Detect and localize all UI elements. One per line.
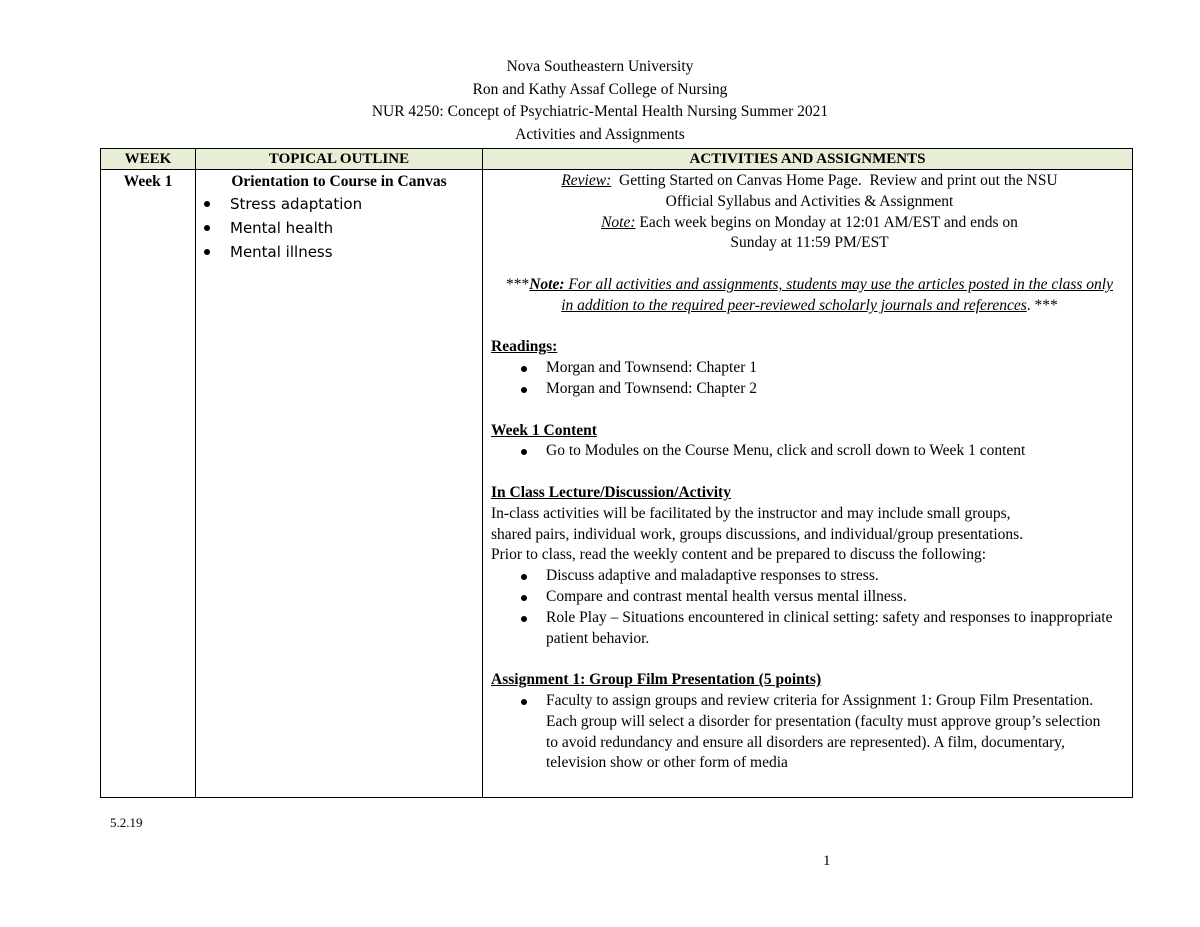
- header-activities: ACTIVITIES AND ASSIGNMENTS: [483, 149, 1133, 170]
- university-name: Nova Southeastern University: [506, 58, 694, 75]
- content-list: [491, 441, 1128, 462]
- important-note: [491, 275, 1128, 317]
- topic-cell: [196, 170, 483, 798]
- note-text-2: Sunday at 11:59 PM/EST: [730, 234, 889, 252]
- important-note-text: For all activities and assignments, students may use the articles posted in the class only in addition to the required peer-reviewed scholarly journals and references: [561, 275, 1113, 314]
- week-cell: Week 1: [101, 170, 196, 798]
- topic-list: [196, 192, 482, 264]
- list-item: Mental illness: [201, 240, 482, 264]
- review-label: Review:: [561, 172, 612, 189]
- note-block: [491, 213, 1128, 255]
- topic-title: Orientation to Course in Canvas: [231, 173, 447, 190]
- course-title: NUR 4250: Concept of Psychiatric-Mental Health Nursing Summer 2021: [371, 103, 829, 120]
- list-item: Morgan and Townsend: Chapter 1: [491, 358, 1128, 379]
- lecture-text-2: shared pairs, individual work, groups discussions, and individual/group presentations.: [491, 525, 1024, 543]
- list-item: Mental health: [201, 216, 482, 240]
- note-suffix: . ***: [1026, 296, 1058, 314]
- table-header-row: [101, 149, 1133, 170]
- header-topical-outline: TOPICAL OUTLINE: [196, 149, 483, 170]
- activities-cell: [483, 170, 1133, 798]
- header-week: WEEK: [101, 149, 196, 170]
- review-text-2: Official Syllabus and Activities & Assignment: [665, 192, 954, 210]
- list-item: Role Play – Situations encountered in clinical setting: safety and responses to inappropriate patient behavior.: [491, 608, 1128, 650]
- review-block: [491, 171, 1128, 213]
- readings-heading: Readings:: [491, 338, 558, 356]
- list-item: Discuss adaptive and maladaptive responses to stress.: [491, 566, 1128, 587]
- lecture-text-3: Prior to class, read the weekly content and be prepared to discuss the following:: [491, 546, 987, 564]
- document-header: [0, 56, 1200, 146]
- document-title: Activities and Assignments: [515, 125, 685, 143]
- list-item: Stress adaptation: [201, 192, 482, 216]
- page-number: 1: [823, 853, 831, 869]
- assignment-heading: Assignment 1: Group Film Presentation (5 points): [491, 671, 822, 689]
- version-label: 5.2.19: [110, 815, 143, 830]
- assignment-list: [491, 691, 1128, 774]
- college-name: Ron and Kathy Assaf College of Nursing: [472, 80, 728, 98]
- lecture-heading: In Class Lecture/Discussion/Activity: [491, 483, 731, 501]
- list-item: Compare and contrast mental health versus mental illness.: [491, 587, 1128, 608]
- lecture-list: [491, 566, 1128, 649]
- content-heading: Week 1 Content: [491, 421, 597, 439]
- readings-list: [491, 358, 1128, 400]
- note-label: Note:: [601, 213, 636, 231]
- note-prefix: ***: [505, 275, 530, 293]
- important-note-label: Note:: [529, 275, 565, 293]
- table-row: [101, 170, 1133, 798]
- syllabus-table: [100, 148, 1133, 798]
- review-text: Getting Started on Canvas Home Page. Review and print out the NSU: [611, 172, 1058, 189]
- lecture-text-1: In-class activities will be facilitated by the instructor and may include small groups,: [491, 504, 1011, 522]
- list-item: Go to Modules on the Course Menu, click and scroll down to Week 1 content: [491, 441, 1128, 462]
- note-text: Each week begins on Monday at 12:01 AM/EST and ends on: [635, 213, 1018, 231]
- list-item: Morgan and Townsend: Chapter 2: [491, 379, 1128, 400]
- list-item: Faculty to assign groups and review criteria for Assignment 1: Group Film Presentation. Each group will select a disorder for presentation (faculty must approve group’s selection to avoid redundancy and ensure all disorders are represented). A film, documentary, television show or other form of media: [491, 691, 1128, 774]
